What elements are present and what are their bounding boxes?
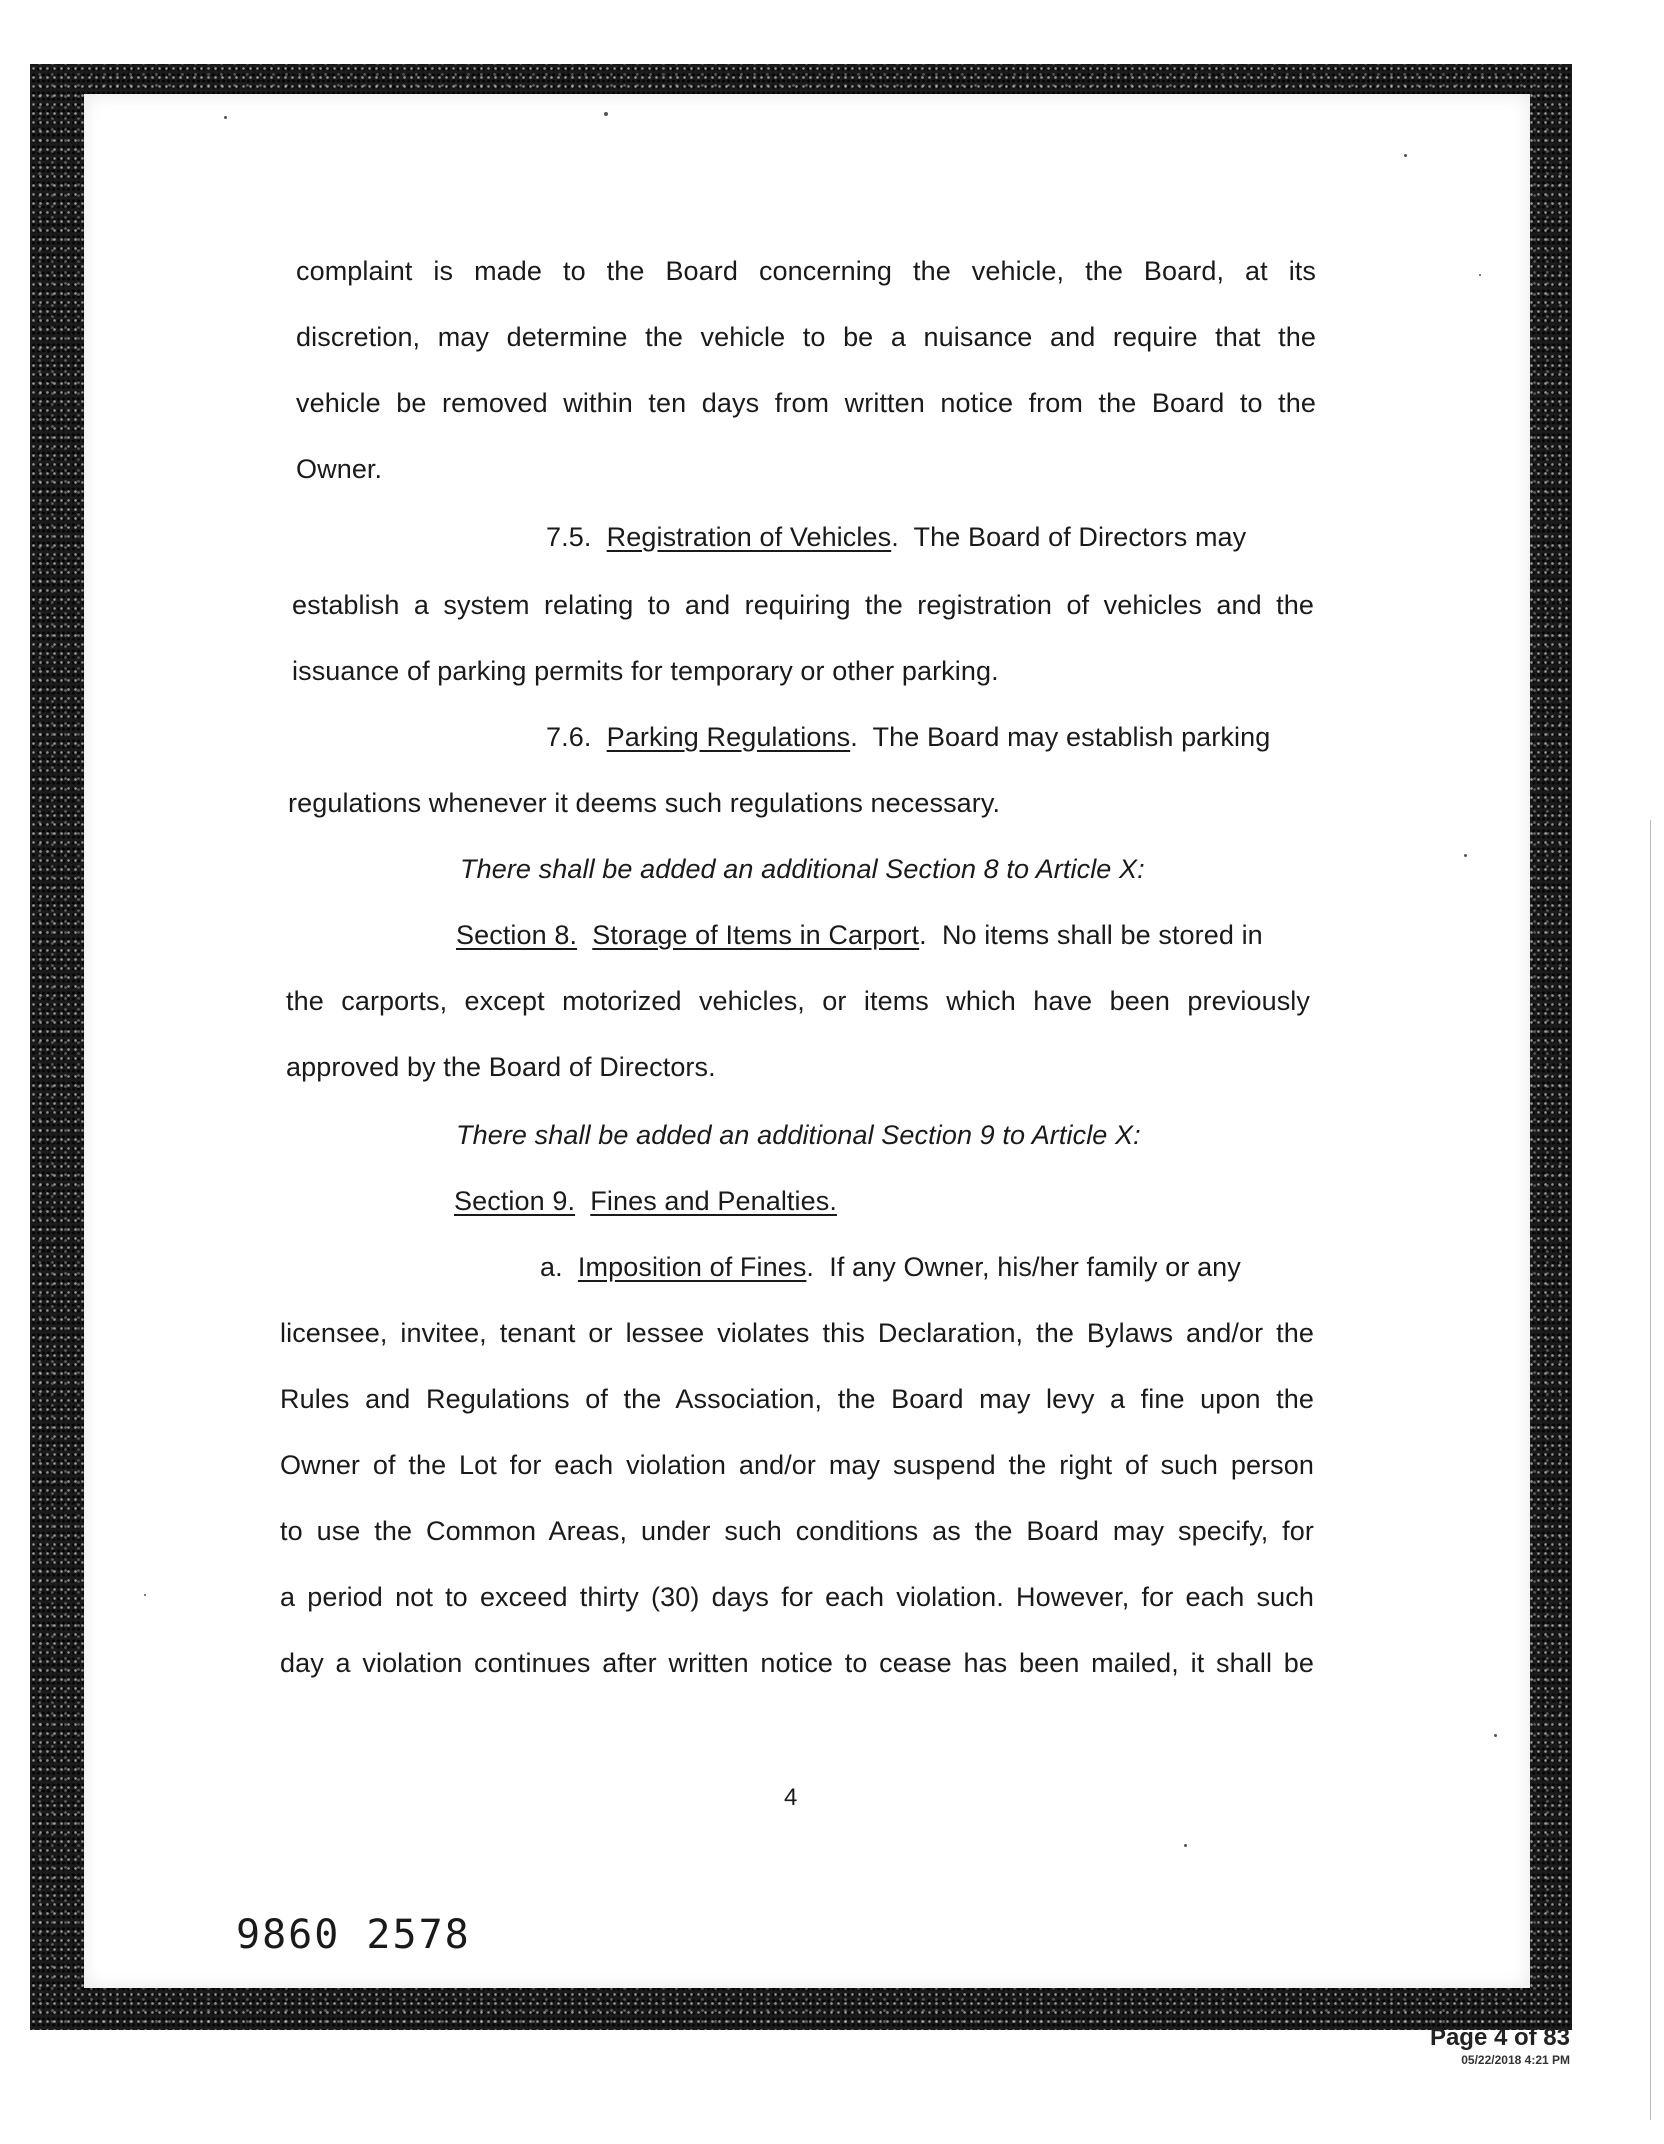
body-line: discretion, may determine the vehicle to be a nuisance and require that the <box>296 322 1316 352</box>
section-text: The Board of Directors may <box>913 522 1247 552</box>
footer-timestamp: 05/22/2018 4:21 PM <box>1461 2053 1570 2067</box>
footer-page-label: Page 4 of 83 <box>1429 2024 1570 2051</box>
subsection-text: If any Owner, his/her family or any <box>829 1252 1241 1282</box>
section-number: 7.6. <box>546 722 592 752</box>
body-line: day a violation continues after written notice to cease has been mailed, it shall be <box>280 1648 1314 1678</box>
amendment-note: There shall be added an additional Section 9 to Article X: <box>456 1120 1141 1150</box>
section-heading: Fines and Penalties. <box>590 1186 837 1216</box>
body-line: to use the Common Areas, under such conditions as the Board may specify, for <box>280 1516 1314 1546</box>
section-heading: Storage of Items in Carport <box>592 920 920 950</box>
section-heading: Registration of Vehicles <box>606 522 892 552</box>
body-line: regulations whenever it deems such regulations necessary. <box>288 788 1001 818</box>
section-text: The Board may establish parking <box>872 722 1271 752</box>
document-stamp: 9860 2578 <box>236 1912 471 1958</box>
body-line: complaint is made to the Board concerning the vehicle, the Board, at its <box>296 256 1316 286</box>
body-line: a period not to exceed thirty (30) days for each violation. However, for each such <box>280 1582 1314 1612</box>
subsection-label: a. <box>540 1252 563 1282</box>
section-8-first-line: Section 8. Storage of Items in Carport. No items shall be stored in <box>456 920 1263 950</box>
section-7-6-first-line: 7.6. Parking Regulations. The Board may establish parking <box>546 722 1271 752</box>
body-line: vehicle be removed within ten days from written notice from the Board to the <box>296 388 1316 418</box>
amendment-note: There shall be added an additional Section 8 to Article X: <box>460 854 1145 884</box>
section-text: No items shall be stored in <box>941 920 1263 950</box>
body-line: Owner. <box>296 454 383 484</box>
section-heading: Parking Regulations <box>606 722 851 752</box>
body-line: Rules and Regulations of the Association, the Board may levy a fine upon the <box>280 1384 1314 1414</box>
section-label: Section 8. <box>456 920 578 950</box>
subsection-heading: Imposition of Fines <box>577 1252 807 1282</box>
body-line: establish a system relating to and requiring the registration of vehicles and the <box>292 590 1314 620</box>
section-9-heading-line <box>454 1184 837 1218</box>
body-line: approved by the Board of Directors. <box>286 1052 716 1082</box>
body-line: Owner of the Lot for each violation and/or may suspend the right of such person <box>280 1450 1314 1480</box>
subsection-a-first-line: a. Imposition of Fines. If any Owner, his/her family or any <box>540 1252 1241 1282</box>
section-label: Section 9. <box>454 1186 576 1216</box>
body-line: licensee, invitee, tenant or lessee violates this Declaration, the Bylaws and/or the <box>280 1318 1314 1348</box>
body-line: issuance of parking permits for temporary or other parking. <box>292 656 999 686</box>
scan-edge-line <box>1650 820 1651 2120</box>
section-number: 7.5. <box>546 522 592 552</box>
body-line: the carports, except motorized vehicles, or items which have been previously <box>286 986 1310 1016</box>
section-7-5-first-line: 7.5. Registration of Vehicles. The Board of Directors may <box>546 522 1247 552</box>
page-number: 4 <box>784 1784 798 1811</box>
